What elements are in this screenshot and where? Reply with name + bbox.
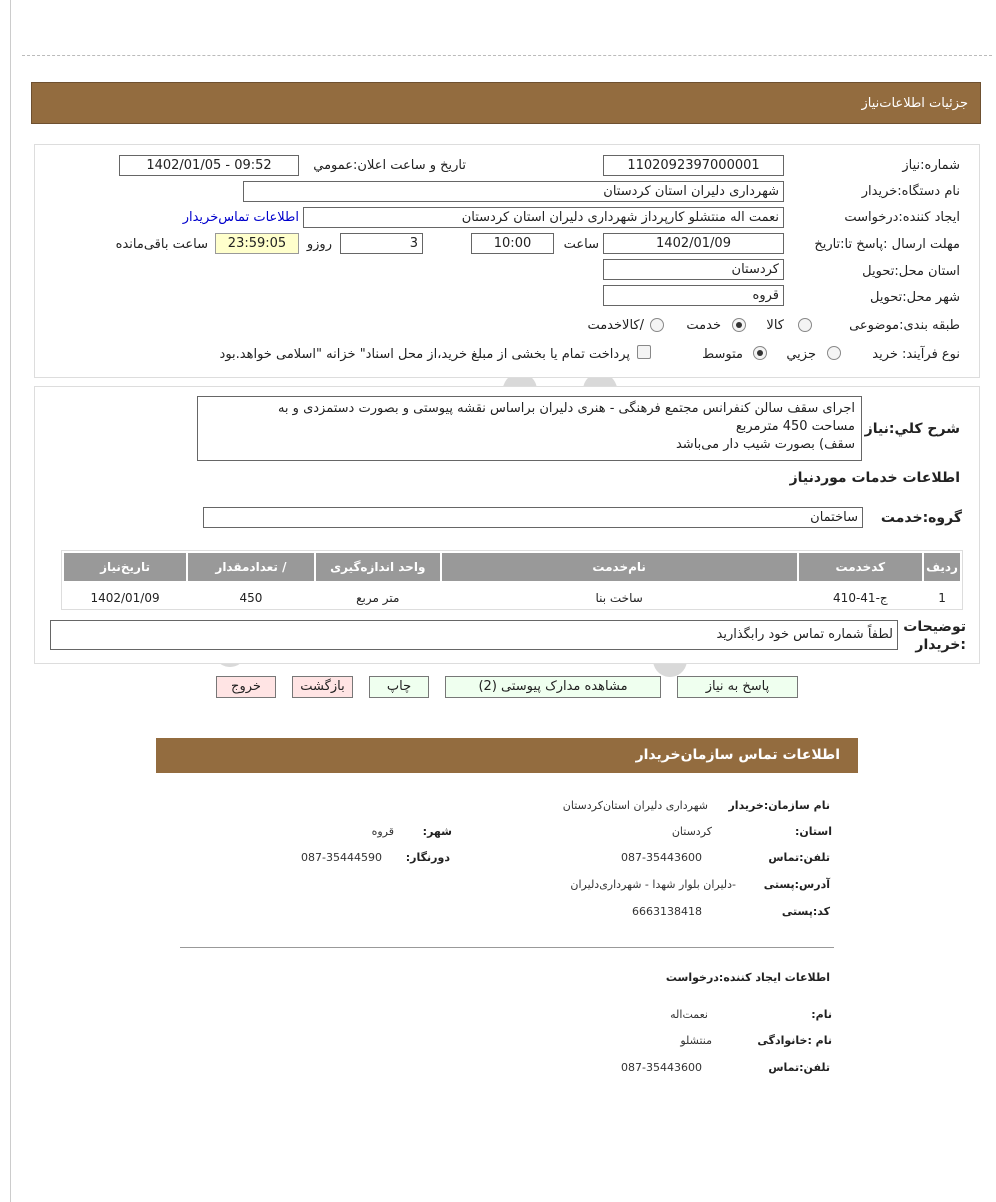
- attachments-button[interactable]: مشاهده مدارک پیوستی (2): [445, 676, 661, 698]
- process-radio-medium[interactable]: [753, 346, 767, 360]
- creator-phone-value: 087-35443600: [621, 1061, 702, 1074]
- exit-button[interactable]: خروج: [216, 676, 276, 698]
- deadline-time-field: 10:00: [471, 233, 554, 254]
- cell-row: 1: [938, 591, 946, 605]
- treasury-payment-checkbox[interactable]: [637, 345, 651, 359]
- contact-city-label: شهر:: [422, 825, 452, 838]
- col-header-quantity: / تعدادمقدار: [187, 552, 315, 582]
- table-row: [63, 582, 961, 613]
- col-header-row: ردیف: [923, 552, 961, 582]
- days-label: روزو: [306, 237, 332, 252]
- remaining-label: ساعت باقی‌مانده: [115, 237, 208, 252]
- service-group-field: ساختمان: [203, 507, 863, 528]
- need-number-label: شماره:نیاز: [902, 158, 960, 173]
- process-option-medium: متوسط: [702, 347, 743, 362]
- print-button[interactable]: چاپ: [369, 676, 429, 698]
- buyer-org-label: نام دستگاه:خریدار: [861, 184, 960, 199]
- contact-postal-label: کد:پستی: [781, 905, 830, 918]
- services-table-frame: [61, 550, 963, 610]
- cell-name: ساخت بنا: [595, 591, 643, 605]
- deadline-date-field: 1402/01/09: [603, 233, 784, 254]
- contact-header: [156, 738, 858, 773]
- buyer-notes-label-2: :خریدار: [915, 637, 966, 653]
- time-label: ساعت: [563, 237, 599, 252]
- description-line: سقف) بصورت شیب دار می‌باشد: [675, 437, 855, 452]
- left-border: [10, 0, 11, 1202]
- col-header-name: نام‌خدمت: [441, 552, 798, 582]
- creator-phone-label: تلفن:تماس: [768, 1061, 830, 1074]
- reply-button[interactable]: پاسخ به نیاز: [677, 676, 798, 698]
- cell-quantity: 450: [239, 591, 263, 605]
- category-radio-goods[interactable]: [798, 318, 812, 332]
- col-header-date: تاریخ‌نیاز: [63, 552, 187, 582]
- contact-address-value: -دلیران بلوار شهدا - شهرداری‌دلیران: [570, 878, 736, 891]
- contact-province-label: استان:: [795, 825, 832, 838]
- process-label: نوع فرآیند: خرید: [872, 347, 960, 362]
- services-table: [62, 551, 962, 613]
- need-info-panel: [34, 144, 980, 378]
- top-divider: [22, 55, 992, 56]
- back-button[interactable]: بازگشت: [292, 676, 353, 698]
- page-header: [31, 82, 981, 124]
- province-label: استان محل:تحویل: [862, 264, 960, 279]
- deadline-label: مهلت ارسال :پاسخ تا:تاریخ: [814, 237, 960, 252]
- description-line: اجرای سقف سالن کنفرانس مجتمع فرهنگی - هنری دلیران براساس نقشه پیوستی و بصورت دستمزدی و به: [277, 401, 855, 416]
- remaining-timer: 23:59:05: [215, 233, 299, 254]
- creator-name-value: نعمت‌اله: [670, 1008, 708, 1021]
- days-field: 3: [340, 233, 423, 254]
- service-group-label: گروه:خدمت: [880, 510, 962, 526]
- cell-code: ج-41-410: [833, 591, 888, 605]
- requester-field: نعمت اله منتشلو کارپرداز شهرداری دلیران استان کردستان: [303, 207, 784, 228]
- contact-province-value: کردستان: [671, 825, 712, 838]
- category-label: طبقه بندی:موضوعی: [849, 318, 960, 333]
- col-header-code: کدخدمت: [798, 552, 923, 582]
- category-radio-service[interactable]: [732, 318, 746, 332]
- description-label: شرح کلي:نیاز: [864, 421, 960, 437]
- category-option-service: خدمت: [686, 318, 721, 333]
- description-textarea: [197, 396, 862, 461]
- category-option-goods-service: /کالاخدمت: [587, 318, 644, 333]
- contact-city-value: قروه: [371, 825, 394, 838]
- creator-family-value: منتشلو: [680, 1034, 712, 1047]
- city-label: شهر محل:تحویل: [870, 290, 960, 305]
- contact-phone-value: 087-35443600: [621, 851, 702, 864]
- description-line: مساحت 450 مترمربع: [735, 419, 855, 434]
- contact-fax-label: دورنگار:: [405, 851, 450, 864]
- cell-date: 1402/01/09: [90, 591, 160, 605]
- col-header-unit: واحد اندازه‌گیری: [315, 552, 441, 582]
- contact-fax-value: 087-35444590: [301, 851, 382, 864]
- page-title: جزئیات اطلاعات‌نیاز: [861, 96, 968, 111]
- contact-postal-value: 6663138418: [632, 905, 702, 918]
- need-number-field: 1102092397000001: [603, 155, 784, 176]
- buyer-contact-link[interactable]: اطلاعات تماس‌خریدار: [182, 210, 299, 225]
- services-table-header: [63, 552, 961, 582]
- services-title: اطلاعات خدمات موردنیاز: [789, 470, 960, 486]
- contact-title: اطلاعات تماس سازمان‌خریدار: [635, 747, 840, 763]
- contact-org-value: شهرداری دلیران استان‌کردستان: [562, 799, 708, 812]
- process-radio-minor[interactable]: [827, 346, 841, 360]
- category-radio-goods-service[interactable]: [650, 318, 664, 332]
- creator-title: اطلاعات ایجاد کننده:درخواست: [665, 971, 830, 984]
- buyer-notes-field: لطفاً شماره تماس خود رابگذارید: [50, 620, 898, 650]
- province-field: کردستان: [603, 259, 784, 280]
- contact-divider: [180, 947, 834, 948]
- cell-unit: متر مربع: [356, 591, 400, 605]
- buyer-notes-label: توضیحات: [903, 619, 966, 635]
- category-option-goods: کالا: [766, 318, 784, 333]
- city-field: قروه: [603, 285, 784, 306]
- process-option-minor: جزیي: [786, 347, 816, 362]
- announce-field: 1402/01/05 - 09:52: [119, 155, 299, 176]
- creator-name-label: نام:: [811, 1008, 832, 1021]
- contact-address-label: آدرس:پستی: [763, 878, 830, 891]
- announce-label: تاریخ و ساعت اعلان:عمومي: [313, 158, 466, 173]
- treasury-payment-text: پرداخت تمام یا بخشی از مبلغ خرید،از محل اسناد" خزانه "اسلامی خواهد.بود: [219, 347, 630, 362]
- contact-org-label: نام سازمان:خریدار: [728, 799, 830, 812]
- contact-phone-label: تلفن:تماس: [768, 851, 830, 864]
- requester-label: ایجاد کننده:درخواست: [844, 210, 960, 225]
- buyer-org-field: شهرداری دلیران استان کردستان: [243, 181, 784, 202]
- creator-family-label: نام :خانوادگی: [757, 1034, 832, 1047]
